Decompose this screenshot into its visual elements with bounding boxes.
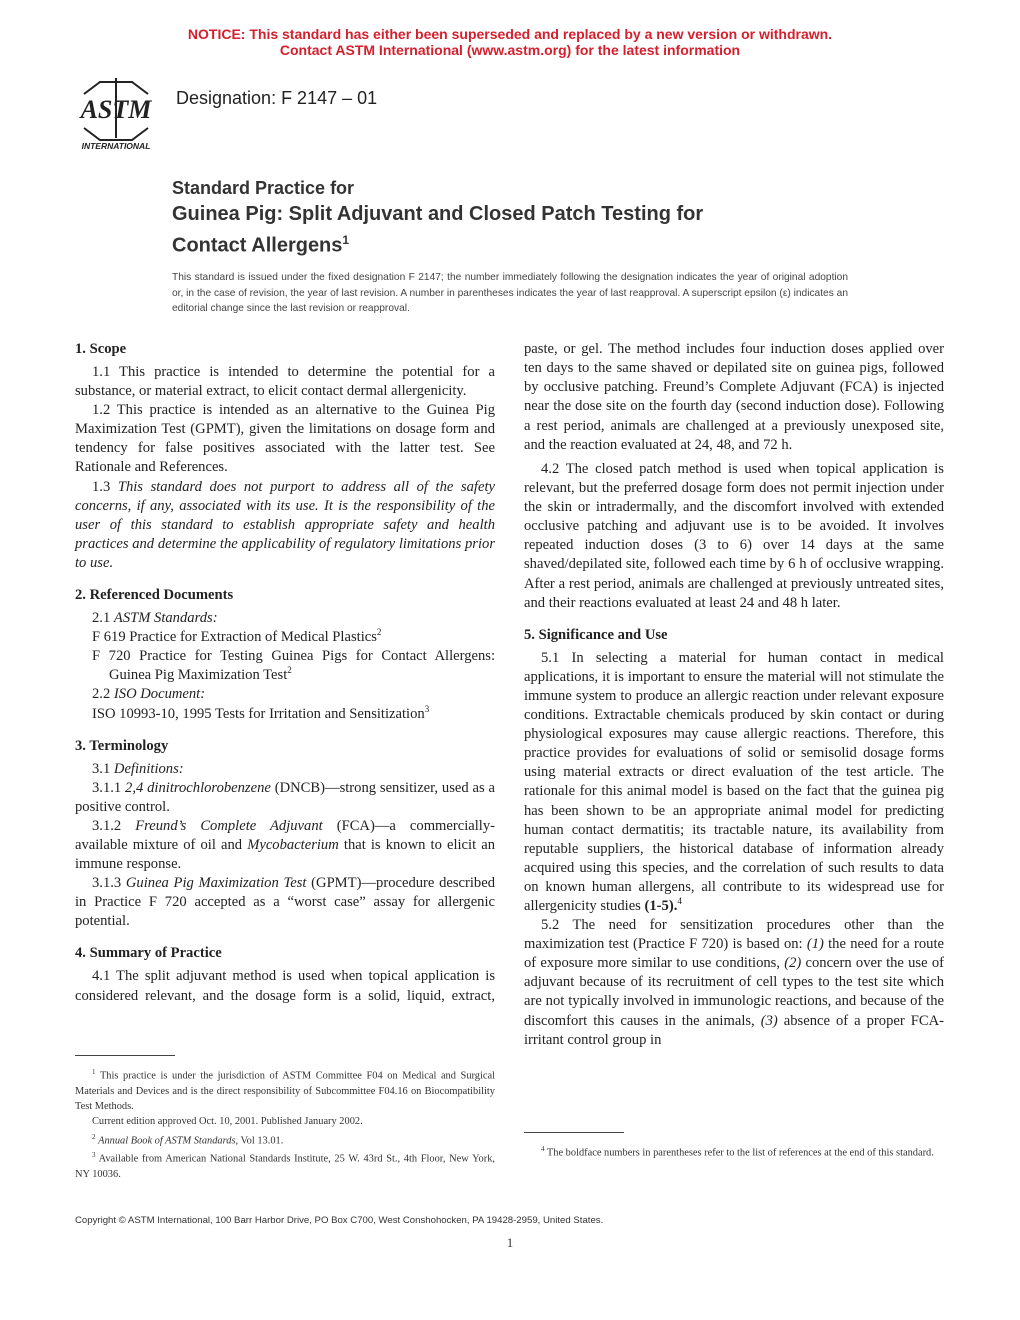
footnote-2-text: , Vol 13.01. [235, 1135, 284, 1147]
ref-f619-text: F 619 Practice for Extraction of Medical Plastics [92, 629, 377, 646]
designation: Designation: F 2147 – 01 [176, 88, 378, 108]
para-4-2: 4.2 The closed patch method is used when topical application is relevant, but the preferred dosage form does not permit injection under the skin or intradermally, and the discomfort involved with extended occlusive patching and adjuvant use is to be avoided. It involves repeated induction doses (3 to 6) over 14 days at the same shaved/depilated site, followed each time by 6 h of occlusive wrapping. After a rest period, animals are challenged at previously untreated sites, and their reactions evaluated at least 24 and 48 h later. [524, 461, 944, 611]
left-column [75, 340, 495, 1005]
title-line-3-text: Contact Allergens [172, 234, 343, 257]
right-column [524, 340, 944, 1050]
para-5-2-c: concern over the use of adjuvant because of its recruitment of cell types to the test site which are not typically involved in immunologic reactions, and because of the discomfort this causes in the animals, [524, 955, 944, 1029]
para-5-2-d: absence of a proper FCA-irritant control group in [524, 1012, 944, 1048]
def-3-1-3-num: 3.1.3 [92, 875, 122, 892]
para-1-3-num: 1.3 [92, 478, 111, 495]
para-1-2: 1.2 This practice is intended as an alternative to the Guinea Pig Maximization Test (GPMT), given the limitations on dosage form and tendency for false positives associated with the latter test. See Rationale and References. [75, 402, 495, 476]
para-5-1 [524, 649, 944, 916]
section-2-heading: 2. Referenced Documents [75, 587, 234, 604]
ref-f619-mark: 2 [376, 627, 382, 638]
para-1-3 [75, 478, 495, 573]
para-4-1-cont-text: paste, or gel. The method includes four induction doses applied over ten days to the same shaved or depilated site on guinea pigs, followed by occlusive patching. Freund’s Complete Adjuvant (FCA) is injected near the dose site on the fourth day (second induction dose). Following a rest period, animals are challenged at a previously unexposed site, and the reaction evaluated at 24, 48, and 72 h. [524, 341, 944, 453]
para-5-2-a: 5.2 The need for sensitization procedures other than the maximization test (Practice F 720) is based on: [524, 917, 944, 953]
def-3-1-2-term: Freund’s Complete Adjuvant [135, 817, 323, 834]
def-3-1-3-text: (GPMT)—procedure described in Practice F 720 accepted as a “worst case” assay for allergenic potential. [75, 875, 495, 930]
footnote-1 [75, 1065, 495, 1114]
para-5-2 [524, 916, 944, 1050]
ref-f619 [75, 628, 495, 647]
para-5-1-ref: (1-5). [644, 897, 678, 914]
para-2-2 [75, 685, 495, 704]
footnote-2-italic: Annual Book of ASTM Standards [98, 1135, 236, 1147]
para-4-1: 4.1 The split adjuvant method is used when topical application is considered relevant, and the dosage form is a solid, liquid, extract, [75, 968, 495, 1004]
para-5-1-mark: 4 [677, 896, 682, 907]
def-3-1-1-text: (DNCB)—strong sensitizer, used as a positive control. [75, 779, 495, 815]
para-2-1 [75, 609, 495, 628]
def-3-1-1-term: 2,4 dinitrochlorobenzene [125, 779, 271, 796]
page-number: 1 [506, 1235, 514, 1250]
title-footnote-mark: 1 [342, 233, 350, 247]
def-3-1-2-text-b: that is known to elicit an immune response. [75, 836, 496, 873]
ref-f720 [75, 647, 495, 685]
para-4-1-continued [524, 340, 944, 460]
section-1-heading: 1. Scope [75, 341, 127, 357]
title-line-1: Standard Practice for [172, 178, 355, 198]
title-line-2: Guinea Pig: Split Adjuvant and Closed Patch Testing for [172, 203, 704, 225]
def-3-1-3-term: Guinea Pig Maximization Test [125, 875, 307, 892]
footnote-4-text: The boldface numbers in parentheses refer to the list of references at the end of this standard. [546, 1147, 934, 1159]
def-3-1-1 [75, 779, 495, 817]
ref-f720-text: F 720 Practice for Testing Guinea Pigs for Contact Allergens: Guinea Pig Maximization Test [92, 648, 495, 684]
notice-line-2: Contact ASTM International (www.astm.org) for the latest information [279, 42, 741, 58]
footnote-1-text: This practice is under the jurisdiction of ASTM Committee F04 on Medical and Surgical Materials and Devices and is the direct responsibility of Subcommittee F04.16 on Biocompatibility Test Methods. [75, 1070, 495, 1113]
footnote-1-mark: 1 [92, 1068, 96, 1076]
footnotes-right [524, 1142, 944, 1161]
para-5-1-text: 5.1 In selecting a material for human contact in medical applications, it is important to ensure the material will not stimulate the immune system to produce an allergic reaction under relevant exposure conditions. Extractable chemicals produced by skin contact or during physiological exposures may cause allergic reactions. Therefore, this practice provides for evaluations of solid or semisolid dosage forms using material extracts or direct evaluation of the test article. The rationale for this animal model is based on the fact that the guinea pig has been shown to be an appropriate animal model for predicting human contact dermatitis; its tractable nature, its availability from reputable suppliers, the historical database of information already acquired using this species, and the correlation of such results to data on known human allergens, all contribute to its widespread use for allergenicity studies [524, 649, 944, 914]
def-3-1-2 [75, 817, 495, 874]
footnote-rule-right [524, 1132, 624, 1133]
para-3-1 [75, 760, 495, 779]
para-2-2-text: ISO Document: [113, 686, 206, 703]
logo-text: ASTM [80, 95, 152, 124]
def-3-1-2-text-a: (FCA)—a commercially-available mixture of oil and [75, 817, 496, 853]
footnote-2-mark: 2 [92, 1132, 96, 1141]
footnote-2 [75, 1130, 495, 1149]
footnote-4-mark: 4 [541, 1145, 545, 1153]
para-5-2-n3: (3) [760, 1012, 778, 1029]
para-3-1-text: Definitions: [113, 760, 184, 777]
ref-f720-mark: 2 [287, 665, 292, 676]
footnote-3 [75, 1148, 495, 1182]
para-1-3-text: This standard does not purport to address all of the safety concerns, if any, associated with its use. It is the responsibility of the user of this standard to establish appropriate safety and health practices and determine the applicability of regulatory limitations prior to use. [75, 478, 495, 571]
logo-subtitle: INTERNATIONAL [81, 141, 151, 151]
copyright: Copyright © ASTM International, 100 Barr Harbor Drive, PO Box C700, West Conshohocken, PA 19428-2959, United States. [75, 1215, 604, 1226]
footnotes-left [75, 1065, 495, 1182]
def-3-1-2-num: 3.1.2 [92, 817, 122, 834]
notice-line-1: NOTICE: This standard has either been superseded and replaced by a new version or withdrawn. [187, 26, 833, 42]
para-1-1: 1.1 This practice is intended to determine the potential for a substance, or material extract, to elicit contact dermal allergenicity. [75, 364, 495, 400]
para-5-2-n1: (1) [806, 936, 824, 953]
astm-logo [70, 76, 162, 152]
footnote-1b: Current edition approved Oct. 10, 2001. Published January 2002. [92, 1116, 363, 1128]
section-3-heading: 3. Terminology [75, 737, 169, 754]
notice-banner [0, 26, 1020, 58]
footnote-4 [524, 1142, 944, 1161]
title-line-3 [172, 227, 892, 259]
para-2-2-num: 2.2 [92, 686, 111, 703]
def-3-1-1-num: 3.1.1 [92, 779, 122, 796]
para-5-2-b: the need for a route of exposure more similar to use conditions, [524, 936, 944, 972]
para-5-2-n2: (2) [784, 955, 802, 972]
footnote-3-text: Available from American National Standards Institute, 25 W. 43rd St., 4th Floor, New York, NY 10036. [75, 1153, 495, 1181]
issuance-statement: This standard is issued under the fixed designation F 2147; the number immediately following the designation indicates the year of original adoption or, in the case of revision, the year of last revision. A number in parentheses indicates the year of last reapproval. A superscript epsilon (ε) indicates an editorial change since the last revision or reapproval. [172, 272, 848, 314]
footnote-rule-left [75, 1055, 175, 1056]
ref-iso-mark: 3 [424, 703, 430, 714]
section-5-heading: 5. Significance and Use [524, 626, 668, 643]
ref-iso [75, 705, 495, 724]
section-4-heading: 4. Summary of Practice [75, 945, 222, 962]
def-3-1-2-myco: Mycobacterium [247, 836, 339, 853]
def-3-1-3 [75, 874, 495, 931]
para-3-1-num: 3.1 [92, 760, 111, 777]
ref-iso-text: ISO 10993-10, 1995 Tests for Irritation and Sensitization [92, 705, 425, 722]
para-2-1-num: 2.1 [92, 610, 111, 627]
footnote-3-mark: 3 [92, 1151, 96, 1160]
para-2-1-text: ASTM Standards: [113, 610, 218, 627]
document-title [172, 175, 892, 259]
